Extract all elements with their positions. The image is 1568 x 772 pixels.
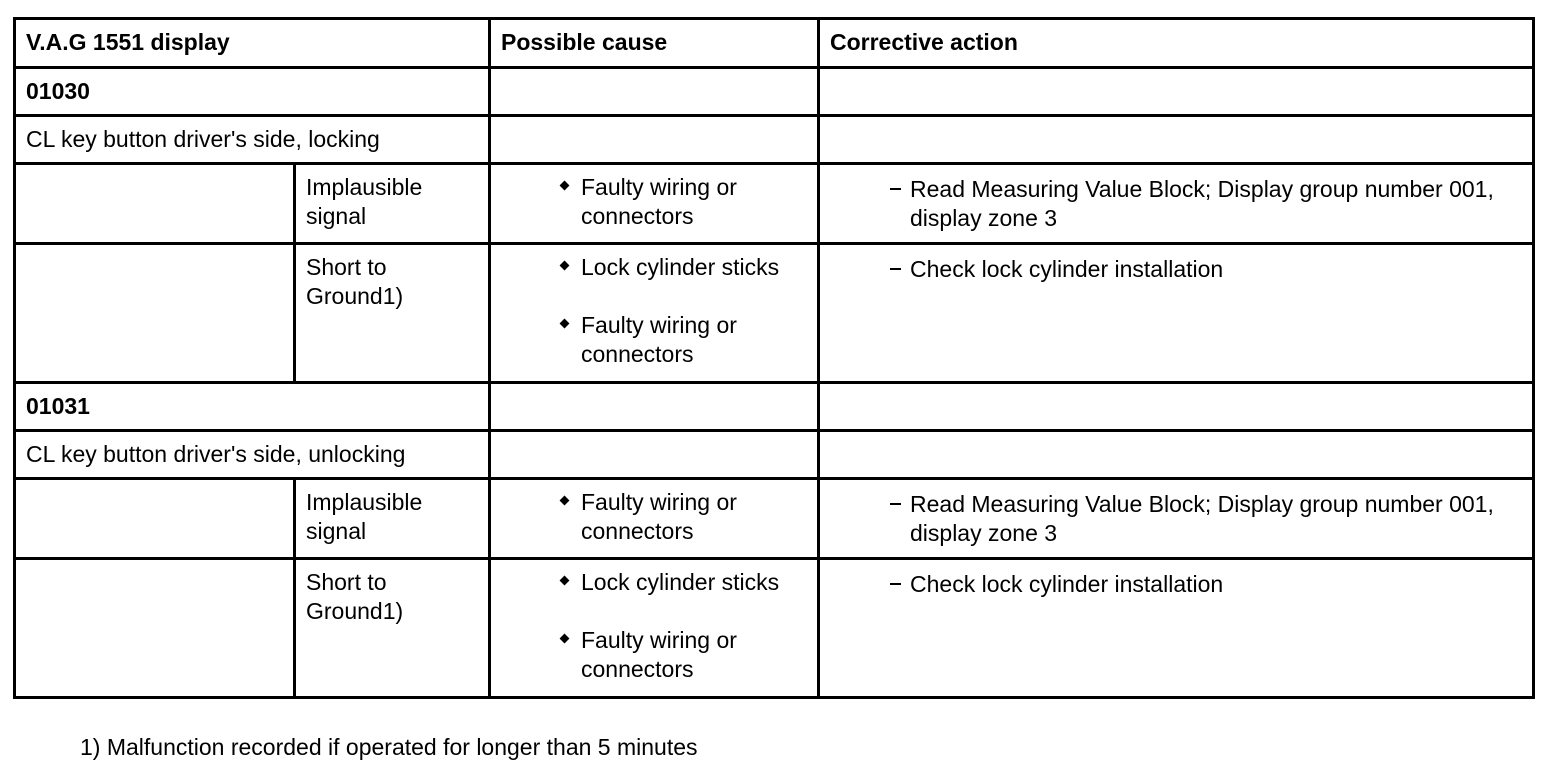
header-display-cell bbox=[15, 19, 490, 68]
dash-bullet-icon bbox=[890, 503, 901, 505]
fault-code-table bbox=[13, 17, 1535, 699]
diamond-bullet-icon bbox=[560, 181, 570, 191]
diamond-bullet-icon bbox=[560, 319, 570, 329]
dash-bullet-icon bbox=[890, 583, 901, 585]
fault-description-row bbox=[15, 116, 1534, 164]
header-cause: Possible cause bbox=[501, 29, 668, 55]
fault-type-row bbox=[15, 559, 1534, 698]
header-action-cell bbox=[819, 19, 1534, 68]
diamond-bullet-icon bbox=[560, 576, 570, 586]
fault-type: Short to Ground1) bbox=[306, 569, 404, 624]
cause-item: Lock cylinder sticks bbox=[561, 568, 817, 597]
action-list bbox=[820, 560, 1532, 599]
header-display: V.A.G 1551 display bbox=[26, 29, 230, 55]
cause-list bbox=[491, 560, 817, 684]
fault-code-row bbox=[15, 383, 1534, 431]
diamond-bullet-icon bbox=[560, 496, 570, 506]
fault-type-row bbox=[15, 479, 1534, 559]
cause-item: Lock cylinder sticks bbox=[561, 253, 817, 282]
action-item: Check lock cylinder installation bbox=[890, 570, 1532, 599]
cause-item: Faulty wiring or connectors bbox=[561, 173, 817, 231]
header-action: Corrective action bbox=[830, 29, 1018, 55]
action-list bbox=[820, 245, 1532, 284]
cause-list bbox=[491, 480, 817, 546]
diamond-bullet-icon bbox=[560, 261, 570, 271]
action-item: Read Measuring Value Block; Display group number 001, display zone 3 bbox=[890, 175, 1532, 233]
fault-description: CL key button driver's side, locking bbox=[26, 126, 380, 152]
table-header-row bbox=[15, 19, 1534, 68]
fault-description-row bbox=[15, 431, 1534, 479]
footnote: 1) Malfunction recorded if operated for longer than 5 minutes bbox=[80, 734, 698, 760]
fault-type: Short to Ground1) bbox=[306, 254, 404, 309]
dash-bullet-icon bbox=[890, 188, 901, 190]
fault-code-row bbox=[15, 68, 1534, 116]
fault-type: Implausible signal bbox=[306, 174, 423, 229]
fault-description: CL key button driver's side, unlocking bbox=[26, 441, 406, 467]
cause-list bbox=[491, 245, 817, 369]
action-list bbox=[820, 480, 1532, 548]
fault-type-row bbox=[15, 244, 1534, 383]
action-list bbox=[820, 165, 1532, 233]
action-item: Read Measuring Value Block; Display group number 001, display zone 3 bbox=[890, 490, 1532, 548]
cause-item: Faulty wiring or connectors bbox=[561, 311, 817, 369]
fault-code: 01030 bbox=[26, 78, 90, 104]
action-item: Check lock cylinder installation bbox=[890, 255, 1532, 284]
header-cause-cell bbox=[490, 19, 819, 68]
cause-item: Faulty wiring or connectors bbox=[561, 626, 817, 684]
cause-item: Faulty wiring or connectors bbox=[561, 488, 817, 546]
cause-list bbox=[491, 165, 817, 231]
fault-type-row bbox=[15, 164, 1534, 244]
dash-bullet-icon bbox=[890, 268, 901, 270]
fault-code: 01031 bbox=[26, 393, 90, 419]
diamond-bullet-icon bbox=[560, 634, 570, 644]
fault-type: Implausible signal bbox=[306, 489, 423, 544]
